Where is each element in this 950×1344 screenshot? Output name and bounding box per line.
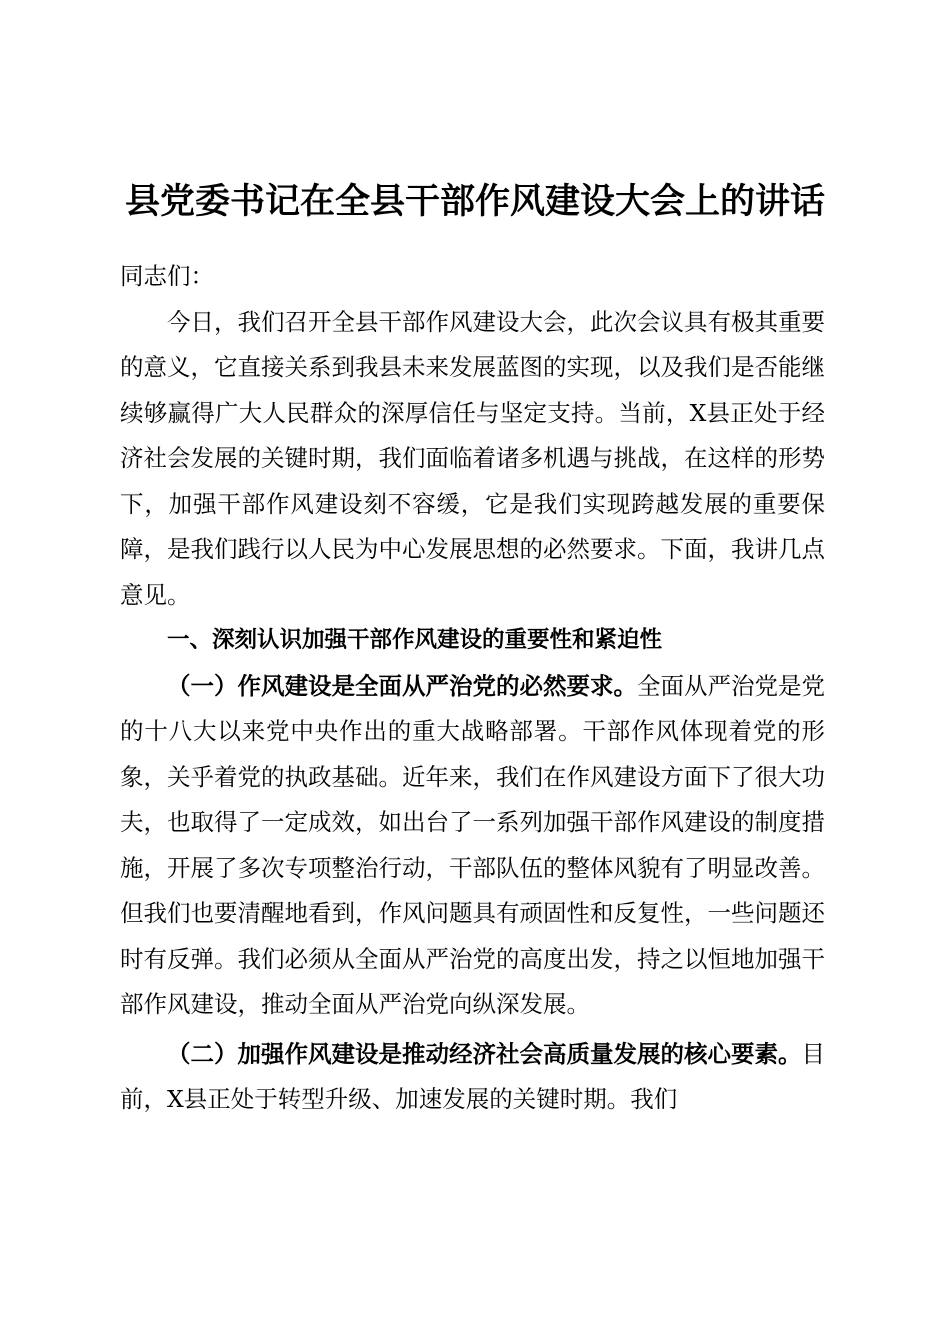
intro-paragraph: 今日，我们召开全县干部作风建设大会，此次会议具有极其重要的意义，它直接关系到我县未来发展蓝图的实现，以及我们是否能继续够赢得广大人民群众的深厚信任与坚定支持。当前，X县正处于经济社会发展的关键时期，我们面临着诸多机遇与挑战，在这样的形势下，加强干部作风建设刻不容缓，它是我们实现跨越发展的重要保障，是我们践行以人民为中心发展思想的必然要求。下面，我讲几点意见。 — [120, 307, 825, 609]
salutation: 同志们： — [120, 262, 214, 290]
document-title: 县党委书记在全县干部作风建设大会上的讲话 — [124, 181, 825, 222]
subsection-1-2-lead: （二）加强作风建设是推动经济社会高质量发展的核心要素。 — [167, 1039, 802, 1068]
subsection-1-1-lead: （一）作风建设是全面从严治党的必然要求。 — [167, 671, 637, 700]
document-body — [120, 254, 825, 1123]
section-heading-1: 一、深刻认识加强干部作风建设的重要性和紧迫性 — [167, 627, 663, 653]
subsection-1-1-body: 全面从严治党是党的十八大以来党中央作出的重大战略部署。干部作风体现着党的形象，关乎着党的执政基础。近年来，我们在作风建设方面下了很大功夫，也取得了一定成效，如出台了一系列加强干部作风建设的制度措施，开展了多次专项整治行动，干部队伍的整体风貌有了明显改善。但我们也要清醒地看到，作风问题具有顽固性和反复性，一些问题还时有反弹。我们必须从全面从严治党的高度出发，持之以恒地加强干部作风建设，推动全面从严治党向纵深发展。 — [120, 671, 825, 1018]
subsection-1-1-paragraph — [120, 664, 825, 1028]
subsection-1-2-body: 目前，X县正处于转型升级、加速发展的关键时期。我们 — [120, 1039, 825, 1113]
subsection-1-2-paragraph — [120, 1032, 825, 1123]
